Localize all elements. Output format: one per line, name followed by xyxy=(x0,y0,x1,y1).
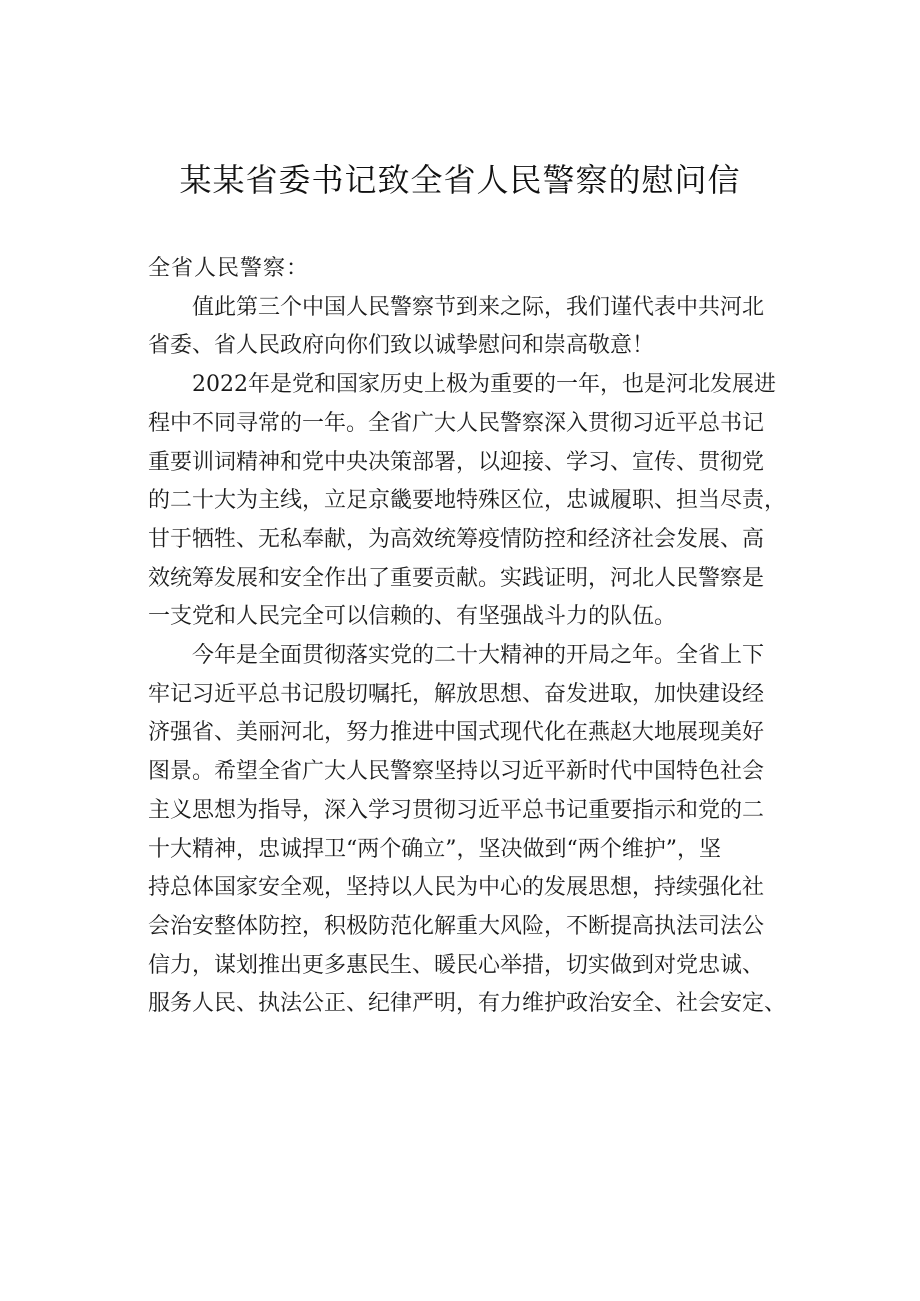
text-line: 重要训词精神和党中央决策部署，以迎接、学习、宣传、贯彻党 xyxy=(148,449,765,475)
text-line: 牢记习近平总书记殷切嘱托，解放思想、奋发进取，加快建设经 xyxy=(148,681,765,707)
paragraph-3 xyxy=(148,637,818,1024)
text-line: 程中不同寻常的一年。全省广大人民警察深入贯彻习近平总书记 xyxy=(148,410,765,436)
paragraph-1 xyxy=(148,289,818,366)
text-line: 效统筹发展和安全作出了重要贡献。实践证明，河北人民警察是 xyxy=(148,565,765,591)
text-line: 主义思想为指导，深入学习贯彻习近平总书记重要指示和党的二 xyxy=(148,797,765,823)
text-line: 一支党和人民完全可以信赖的、有坚强战斗力的队伍。 xyxy=(148,604,677,630)
text-line: 持总体国家安全观，坚持以人民为中心的发展思想，持续强化社 xyxy=(148,875,765,901)
text-line: 今年是全面贯彻落实党的二十大精神的开局之年。全省上下 xyxy=(192,643,765,669)
letter-body xyxy=(148,250,818,1024)
text-line: 济强省、美丽河北，努力推进中国式现代化在燕赵大地展现美好 xyxy=(148,720,765,746)
paragraph-2 xyxy=(148,366,818,637)
text-line: 会治安整体防控，积极防范化解重大风险，不断提高执法司法公 xyxy=(148,913,765,939)
document-title: 某某省委书记致全省人民警察的慰问信 xyxy=(179,161,741,199)
text-line: 值此第三个中国人民警察节到来之际，我们谨代表中共河北 xyxy=(192,294,765,320)
text-line: 省委、省人民政府向你们致以诚挚慰问和崇高敬意！ xyxy=(148,333,655,359)
text-line: 服务人民、执法公正、纪律严明，有力维护政治安全、社会安定、 xyxy=(148,991,787,1017)
text-line: 信力，谋划推出更多惠民生、暖民心举措，切实做到对党忠诚、 xyxy=(148,952,765,978)
text-line: 的二十大为主线，立足京畿要地特殊区位，忠诚履职、担当尽责， xyxy=(148,488,787,514)
text-line: 甘于牺牲、无私奉献，为高效统筹疫情防控和经济社会发展、高 xyxy=(148,526,765,552)
text-line: 十大精神，忠诚捍卫“两个确立”，坚决做到“两个维护”，坚 xyxy=(148,836,721,862)
salutation: 全省人民警察： xyxy=(148,256,310,281)
text-line: 图景。希望全省广大人民警察坚持以习近平新时代中国特色社会 xyxy=(148,759,765,785)
text-line: 2022年是党和国家历史上极为重要的一年，也是河北发展进 xyxy=(192,372,776,398)
